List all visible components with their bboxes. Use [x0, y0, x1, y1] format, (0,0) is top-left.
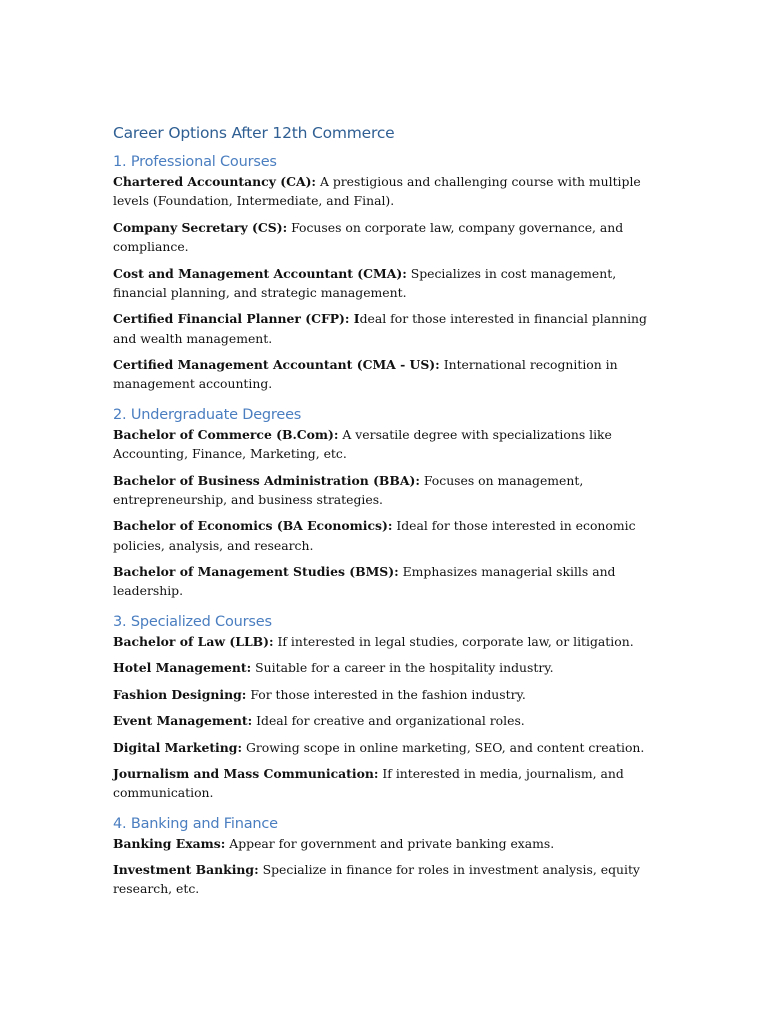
list-item	[113, 172, 663, 211]
section-heading: 4. Banking and Finance	[113, 815, 278, 832]
section-heading: 2. Undergraduate Degrees	[113, 406, 302, 423]
list-item	[113, 738, 663, 757]
list-item	[113, 658, 663, 677]
list-item	[113, 264, 663, 303]
item-term: Certified Management Accountant (CMA - US):	[113, 357, 440, 373]
list-item	[113, 632, 663, 651]
item-term: Banking Exams:	[113, 835, 226, 851]
item-term: Hotel Management:	[113, 660, 252, 676]
item-term: Bachelor of Economics (BA Economics):	[113, 518, 393, 534]
list-item	[113, 834, 663, 853]
item-description: Emphasizes managerial skills and leadership.	[113, 564, 616, 599]
list-item	[113, 685, 663, 704]
item-description: Specialize in finance for roles in investment analysis, equity research, etc.	[113, 862, 640, 897]
list-item	[113, 471, 663, 510]
section-specialized-courses	[113, 614, 663, 803]
item-term: Investment Banking:	[113, 862, 259, 878]
item-description: Growing scope in online marketing, SEO, and content creation.	[242, 739, 645, 755]
item-term: Bachelor of Commerce (B.Com):	[113, 426, 339, 442]
item-description: A versatile degree with specializations like Accounting, Finance, Marketing, etc.	[113, 426, 612, 462]
item-term: Company Secretary (CS):	[113, 219, 288, 235]
section-heading: 3. Specialized Courses	[113, 613, 272, 630]
list-item	[113, 711, 663, 730]
list-item	[113, 218, 663, 257]
item-description: International recognition in management accounting.	[113, 357, 618, 392]
item-description: deal for those interested in financial planning and wealth management.	[113, 311, 647, 346]
item-description: For those interested in the fashion industry.	[246, 686, 526, 702]
list-item	[113, 860, 663, 899]
list-item	[113, 425, 663, 464]
item-description: Focuses on corporate law, company governance, and compliance.	[113, 219, 624, 255]
list-item	[113, 355, 663, 394]
item-description: A prestigious and challenging course with multiple levels (Foundation, Intermediate, and Final).	[113, 174, 641, 209]
item-term: Cost and Management Accountant (CMA):	[113, 265, 407, 281]
list-item	[113, 516, 663, 555]
item-description: Ideal for creative and organizational roles.	[252, 713, 525, 729]
section-banking-and-finance	[113, 816, 663, 899]
item-description: If interested in media, journalism, and communication.	[113, 766, 624, 801]
item-term: Journalism and Mass Communication:	[113, 766, 379, 782]
item-description: Suitable for a career in the hospitality industry.	[251, 660, 554, 676]
item-term: Fashion Designing:	[113, 686, 247, 702]
list-item	[113, 764, 663, 803]
section-undergraduate-degrees	[113, 407, 663, 601]
item-term: Event Management:	[113, 713, 253, 729]
item-term: Digital Marketing:	[113, 739, 243, 755]
item-description: Appear for government and private banking exams.	[225, 835, 555, 851]
item-description: Focuses on management, entrepreneurship, and business strategies.	[113, 472, 584, 507]
item-term: Bachelor of Business Administration (BBA):	[113, 472, 420, 488]
section-professional-courses	[113, 154, 663, 394]
list-item	[113, 309, 663, 348]
item-term: Bachelor of Management Studies (BMS):	[113, 564, 399, 580]
section-heading: 1. Professional Courses	[113, 154, 277, 170]
document-page	[113, 124, 663, 912]
item-description: Specializes in cost management, financial planning, and strategic management.	[113, 265, 617, 300]
item-term: Certified Financial Planner (CFP): I	[113, 311, 360, 327]
item-description: Ideal for those interested in economic policies, analysis, and research.	[113, 518, 636, 553]
item-description: If interested in legal studies, corporate law, or litigation.	[273, 633, 634, 649]
item-term: Chartered Accountancy (CA):	[113, 174, 316, 189]
item-term: Bachelor of Law (LLB):	[113, 633, 274, 649]
document-title: Career Options After 12th Commerce	[113, 124, 395, 142]
list-item	[113, 562, 663, 601]
